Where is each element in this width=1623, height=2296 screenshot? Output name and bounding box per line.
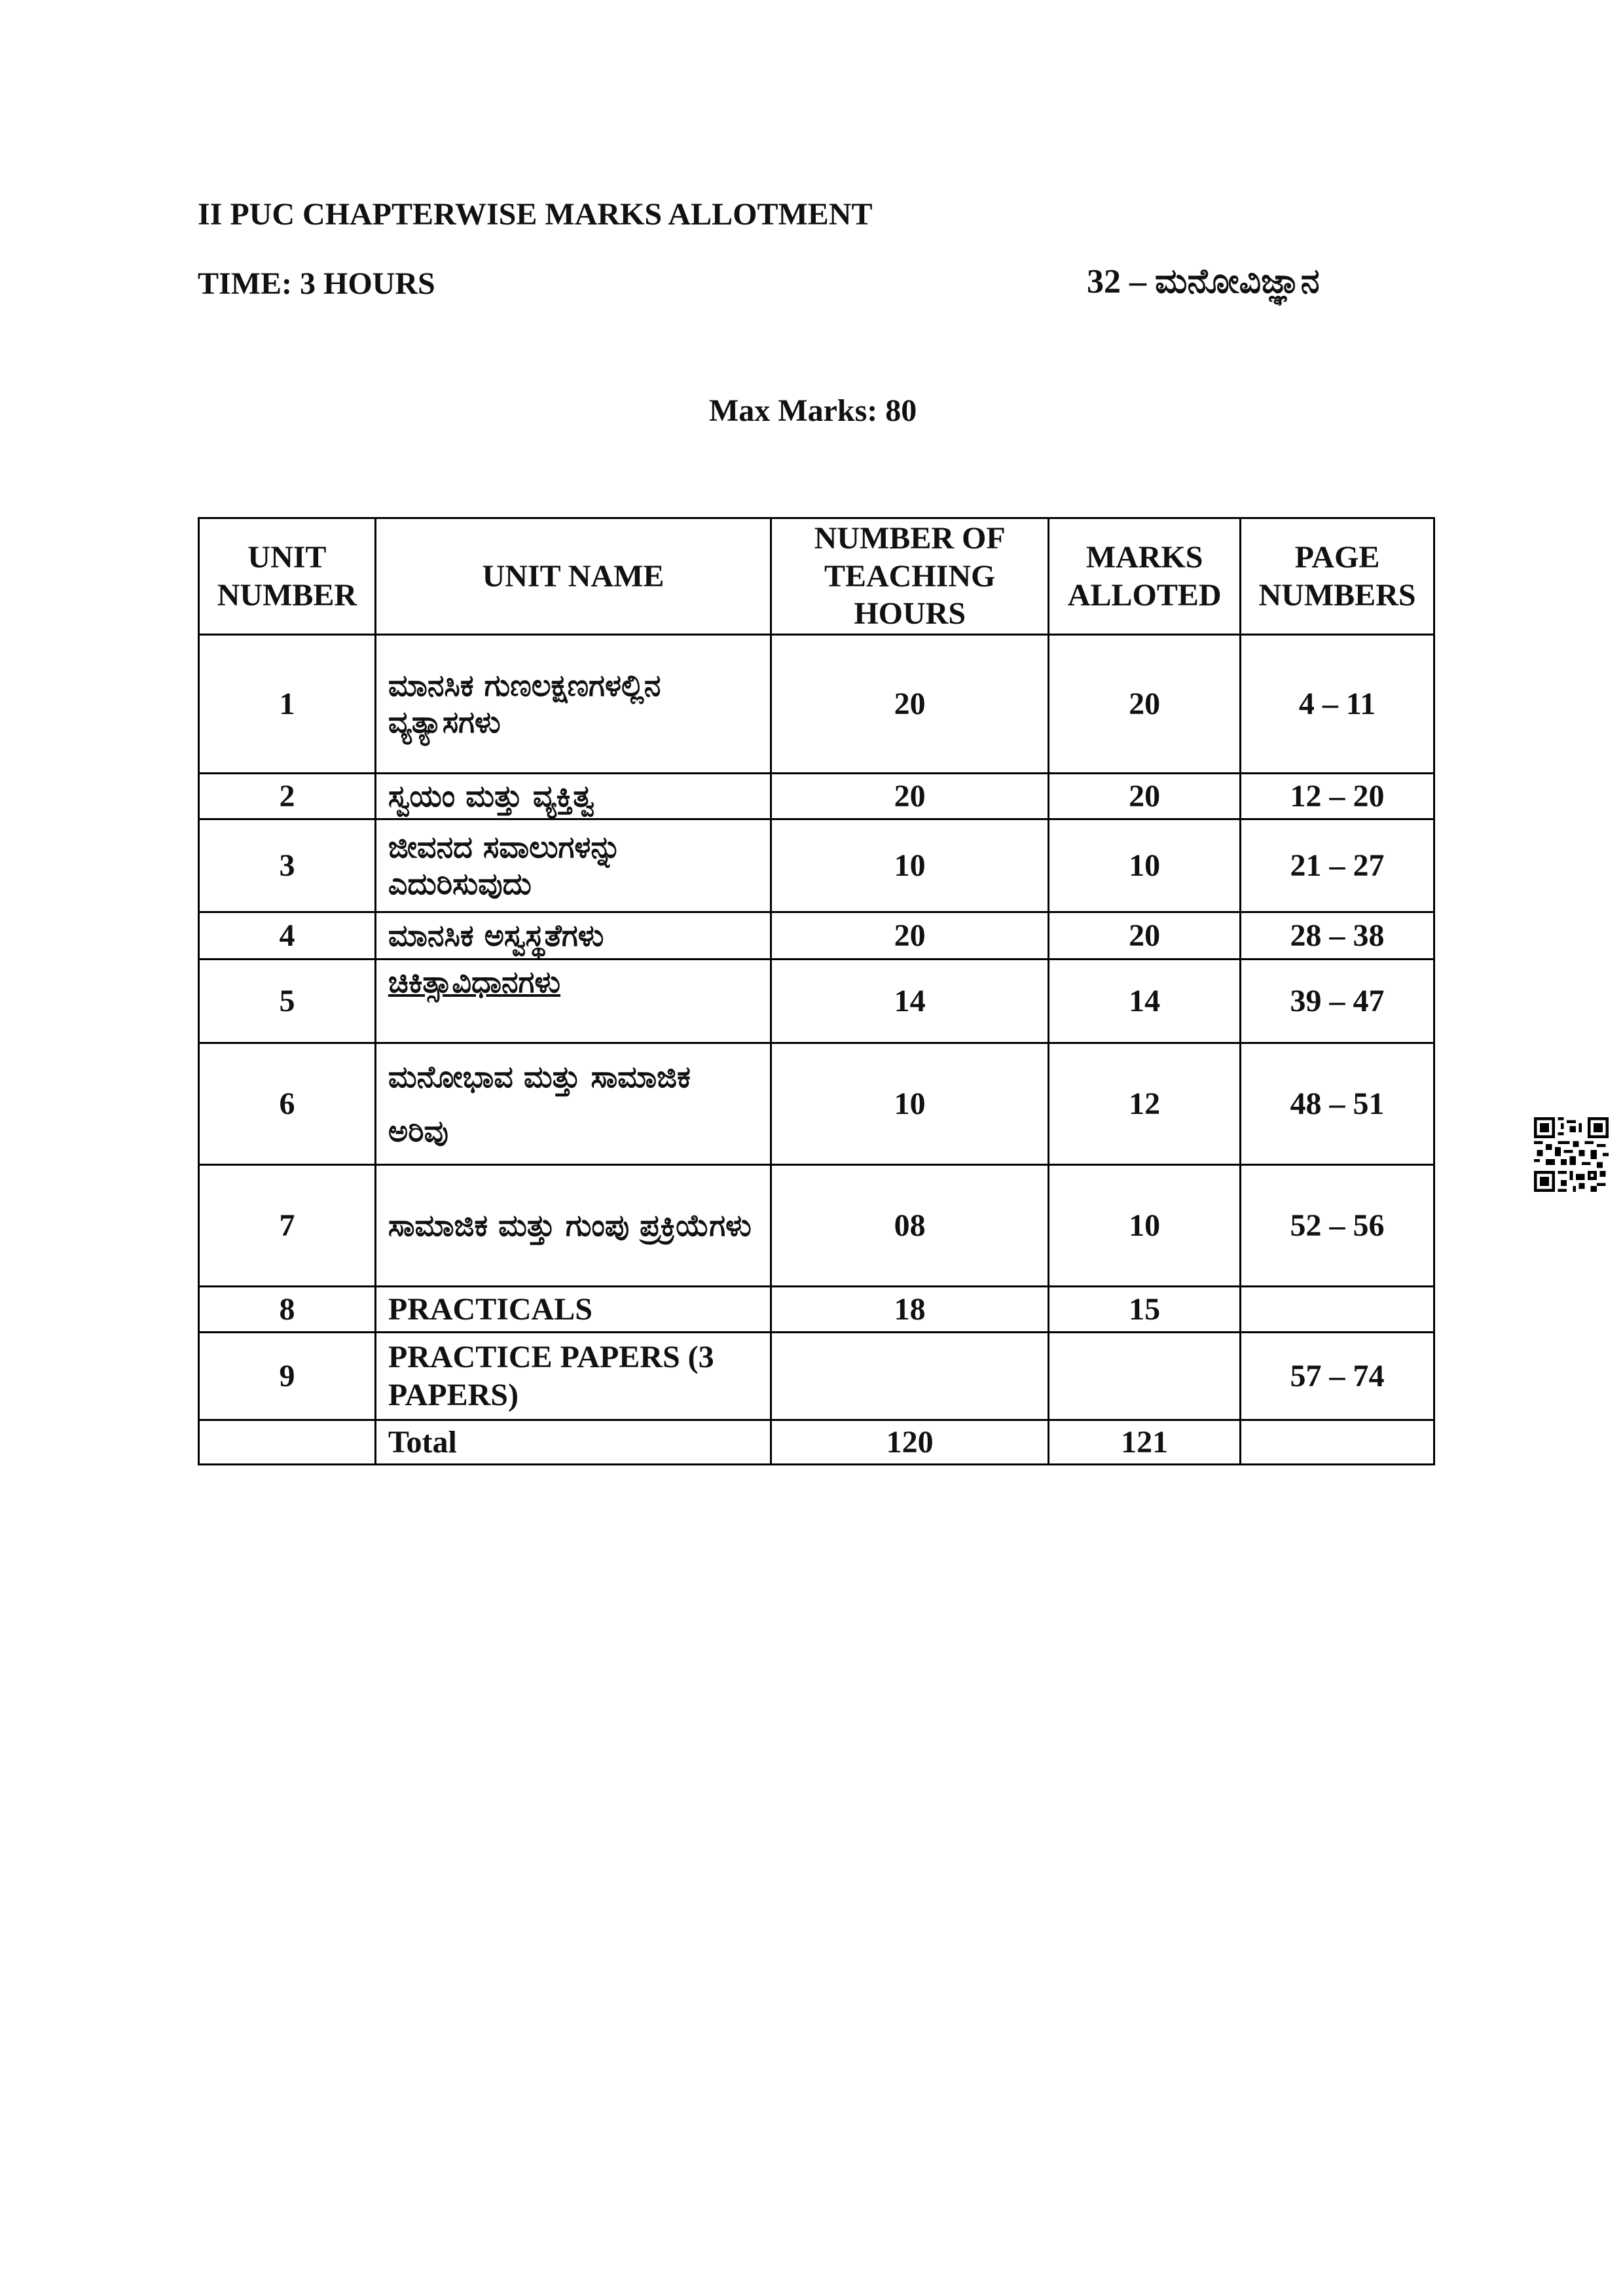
teaching-hours: 20 [771, 912, 1049, 960]
unit-name: PRACTICE PAPERS (3 PAPERS) [375, 1333, 771, 1420]
table-row [199, 635, 1434, 774]
page-numbers: 4 – 11 [1241, 635, 1434, 774]
max-marks: Max Marks: 80 [709, 393, 917, 428]
marks-alloted: 20 [1049, 774, 1241, 819]
unit-number: 6 [199, 1043, 376, 1165]
page-numbers: 52 – 56 [1241, 1165, 1434, 1287]
marks-alloted: 15 [1049, 1287, 1241, 1333]
page-numbers: 39 – 47 [1241, 960, 1434, 1043]
subject-heading [1087, 262, 1320, 302]
page-numbers: 12 – 20 [1241, 774, 1434, 819]
unit-name: ಮನೋಭಾವ ಮತ್ತು ಸಾಮಾಜಿಕ ಅರಿವು [375, 1043, 771, 1165]
col-header-page-numbers: PAGE NUMBERS [1241, 518, 1434, 635]
unit-name: ಮಾನಸಿಕ ಗುಣಲಕ್ಷಣಗಳಲ್ಲಿನ ವ್ಯತ್ಯಾಸಗಳು [375, 635, 771, 774]
col-header-unit-name: UNIT NAME [375, 518, 771, 635]
table-row [199, 1333, 1434, 1420]
teaching-hours: 20 [771, 774, 1049, 819]
marks-alloted: 12 [1049, 1043, 1241, 1165]
total-pages [1241, 1420, 1434, 1465]
exam-time: TIME: 3 HOURS [198, 266, 435, 301]
teaching-hours: 10 [771, 819, 1049, 912]
unit-number: 3 [199, 819, 376, 912]
teaching-hours: 14 [771, 960, 1049, 1043]
page-numbers [1241, 1287, 1434, 1333]
teaching-hours: 08 [771, 1165, 1049, 1287]
marks-alloted: 20 [1049, 635, 1241, 774]
table-row [199, 912, 1434, 960]
table-row [199, 1287, 1434, 1333]
marks-alloted [1049, 1333, 1241, 1420]
qr-code-icon [1534, 1117, 1609, 1192]
page-numbers: 28 – 38 [1241, 912, 1434, 960]
teaching-hours: 20 [771, 635, 1049, 774]
teaching-hours: 10 [771, 1043, 1049, 1165]
document-title: II PUC CHAPTERWISE MARKS ALLOTMENT [198, 197, 873, 232]
unit-name: ಜೀವನದ ಸವಾಲುಗಳನ್ನು ಎದುರಿಸುವುದು [375, 819, 771, 912]
unit-number: 7 [199, 1165, 376, 1287]
unit-number: 9 [199, 1333, 376, 1420]
unit-number: 1 [199, 635, 376, 774]
unit-number: 5 [199, 960, 376, 1043]
unit-name: ಮಾನಸಿಕ ಅಸ್ವಸ್ಥತೆಗಳು [375, 912, 771, 960]
marks-alloted: 14 [1049, 960, 1241, 1043]
table-row [199, 1043, 1434, 1165]
col-header-unit-number: UNIT NUMBER [199, 518, 376, 635]
page-numbers: 48 – 51 [1241, 1043, 1434, 1165]
col-header-marks-alloted: MARKS ALLOTED [1049, 518, 1241, 635]
table-row [199, 960, 1434, 1043]
col-header-teaching-hours: NUMBER OF TEACHING HOURS [771, 518, 1049, 635]
table-row [199, 819, 1434, 912]
marks-allotment-table [198, 517, 1435, 1465]
total-marks: 121 [1049, 1420, 1241, 1465]
total-label: Total [375, 1420, 771, 1465]
table-total-row [199, 1420, 1434, 1465]
unit-number: 2 [199, 774, 376, 819]
table-header-row [199, 518, 1434, 635]
teaching-hours: 18 [771, 1287, 1049, 1333]
unit-number: 4 [199, 912, 376, 960]
marks-alloted: 10 [1049, 1165, 1241, 1287]
page-numbers: 21 – 27 [1241, 819, 1434, 912]
page-numbers: 57 – 74 [1241, 1333, 1434, 1420]
unit-name-text: ಚಿಕಿತ್ಸಾವಿಧಾನಗಳು [388, 964, 561, 999]
table-row [199, 774, 1434, 819]
total-hours: 120 [771, 1420, 1049, 1465]
teaching-hours [771, 1333, 1049, 1420]
subject-code: 32 – [1087, 263, 1146, 300]
subject-name: ಮನೋವಿಜ್ಞಾನ [1155, 262, 1320, 301]
marks-alloted: 10 [1049, 819, 1241, 912]
total-unit [199, 1420, 376, 1465]
unit-name: ಸಾಮಾಜಿಕ ಮತ್ತು ಗುಂಪು ಪ್ರಕ್ರಿಯೆಗಳು [375, 1165, 771, 1287]
unit-name [375, 960, 771, 1043]
marks-alloted: 20 [1049, 912, 1241, 960]
table-row [199, 1165, 1434, 1287]
unit-number: 8 [199, 1287, 376, 1333]
unit-name: ಸ್ವಯಂ ಮತ್ತು ವ್ಯಕ್ತಿತ್ವ [375, 774, 771, 819]
unit-name: PRACTICALS [375, 1287, 771, 1333]
